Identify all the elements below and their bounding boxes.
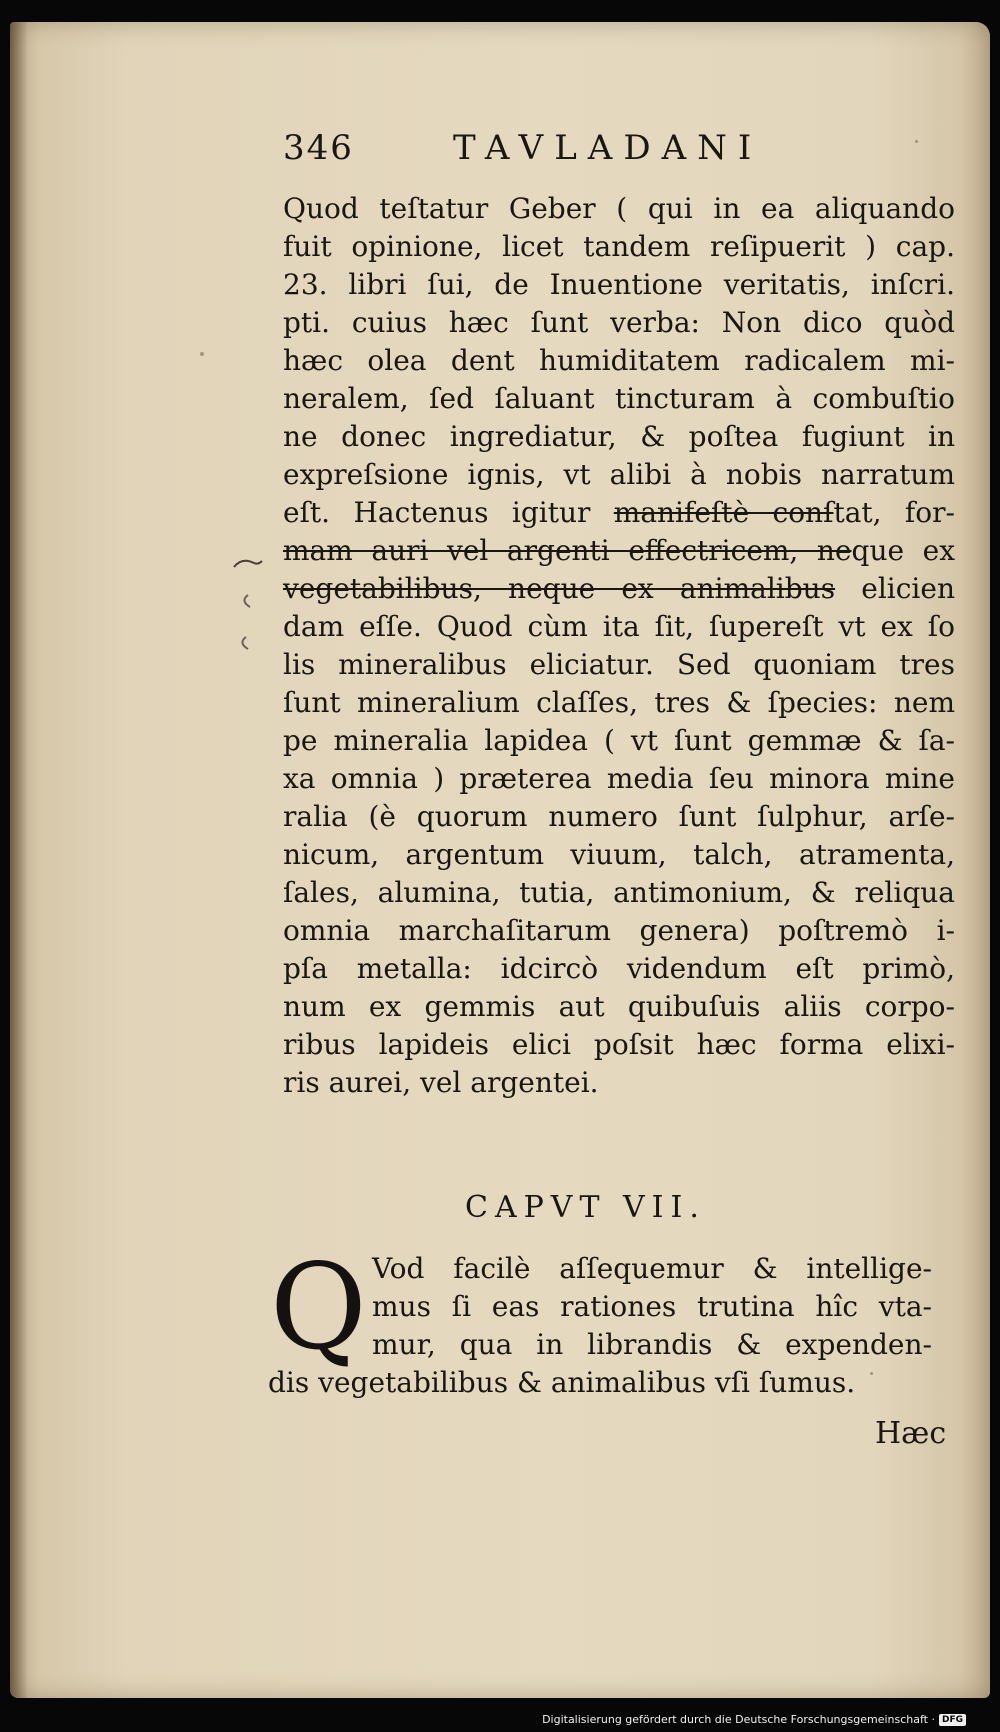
text-line: [283, 190, 955, 228]
paper-speck: [200, 352, 204, 356]
line-text: 23. libri ſui, de Inuentione veritatis, inſcri.: [283, 268, 955, 301]
text-line: [283, 608, 955, 646]
page-number: 346: [283, 128, 354, 168]
line-text: num ex gemmis aut quibuſuis aliis corpo-: [283, 990, 955, 1023]
margin-mark: [244, 595, 250, 607]
text-line: [283, 570, 955, 608]
line-text: dam eſſe. Quod cùm ita ſit, ſupereſt vt ex ſo: [283, 610, 955, 643]
drop-capital: Q: [270, 1238, 367, 1376]
line-text: omnia marchaſitarum genera) poſtremò i-: [283, 914, 955, 947]
line-text: expreſsione ignis, vt alibi à nobis narratum: [283, 458, 955, 491]
running-title: TAVLADANI: [453, 128, 763, 168]
text-line: [283, 684, 955, 722]
text-line: [283, 798, 955, 836]
line-text: tat, for-: [833, 496, 955, 529]
line-text: elicien: [835, 572, 955, 605]
line-text: Quod teſtatur Geber ( qui in ea aliquando: [283, 192, 955, 225]
margin-pen-marks: [228, 555, 268, 675]
struck-text: vegetabilibus, neque ex animalibus: [283, 572, 836, 605]
digitization-credit: [542, 1713, 966, 1726]
line-text: lis mineralibus eliciatur. Sed quoniam tres: [283, 648, 955, 681]
text-line: [283, 456, 955, 494]
margin-mark: [242, 637, 248, 649]
line-text: nicum, argentum viuum, talch, atramenta,: [283, 838, 955, 871]
text-line: [283, 1064, 955, 1102]
line-text: neralem, ſed ſaluant tincturam à combuſtio: [283, 382, 955, 415]
struck-text: manifeſtè conſ: [613, 496, 834, 529]
text-line: [283, 988, 955, 1026]
line-text: ne donec ingrediatur, & poſtea fugiunt in: [283, 420, 955, 453]
line-text: fuit opinione, licet tandem reſipuerit ) cap.: [283, 230, 955, 263]
line-text: xa omnia ) præterea media ſeu minora mine: [283, 762, 955, 795]
text-line: [283, 1026, 955, 1064]
line-text: eſt. Hactenus igitur: [283, 496, 614, 529]
text-line: dis vegetabilibus & animalibus vſi ſumus.: [268, 1366, 856, 1399]
line-text: ſales, alumina, tutia, antimonium, & reliqua: [283, 876, 955, 909]
line-text: pti. cuius hæc ſunt verba: Non dico quòd: [283, 306, 955, 339]
line-text: ribus lapideis elici poſsit hæc forma elixi-: [283, 1028, 955, 1061]
line-text: ſunt mineralium claſſes, tres & ſpecies: nem: [283, 686, 955, 719]
text-line: [283, 950, 955, 988]
line-text: ralia (è quorum numero ſunt ſulphur, arſe-: [283, 800, 955, 833]
text-line: [283, 836, 955, 874]
text-line: [283, 532, 955, 570]
line-text: que ex: [851, 534, 955, 567]
catchword: Hæc: [875, 1416, 947, 1451]
chapter-text-full-width: [268, 1364, 932, 1402]
paper-speck: [915, 140, 918, 143]
margin-mark: [234, 561, 262, 567]
text-line: [283, 342, 955, 380]
line-text: pe mineralia lapidea ( vt ſunt gemmæ & ſa-: [283, 724, 955, 757]
body-text: [283, 190, 955, 1102]
chapter-title: CAPVT VII.: [465, 1190, 706, 1225]
text-line: [283, 494, 955, 532]
text-line: Vod facilè aſſequemur & intellige-: [372, 1252, 932, 1285]
text-line: [283, 646, 955, 684]
text-line: [283, 418, 955, 456]
line-text: ris aurei, vel argentei.: [283, 1066, 599, 1099]
text-line: mus ſi eas rationes trutina hîc vta-: [372, 1290, 932, 1323]
text-line: [283, 874, 955, 912]
text-line: [283, 760, 955, 798]
text-line: [283, 380, 955, 418]
text-line: [283, 304, 955, 342]
text-line: mur, qua in librandis & expenden-: [372, 1328, 932, 1361]
struck-text: mam auri vel argenti effectricem, ne: [283, 534, 852, 567]
text-line: [283, 722, 955, 760]
credit-text: Digitalisierung gefördert durch die Deutsche Forschungsgemeinschaft ·: [542, 1713, 935, 1726]
chapter-text-beside-dropcap: [372, 1250, 932, 1364]
text-line: [283, 266, 955, 304]
page-header: [283, 128, 803, 172]
line-text: pſa metalla: idcircò videndum eſt primò,: [283, 952, 955, 985]
line-text: hæc olea dent humiditatem radicalem mi-: [283, 344, 955, 377]
dfg-logo: DFG: [939, 1714, 966, 1726]
text-line: [283, 228, 955, 266]
text-line: [283, 912, 955, 950]
